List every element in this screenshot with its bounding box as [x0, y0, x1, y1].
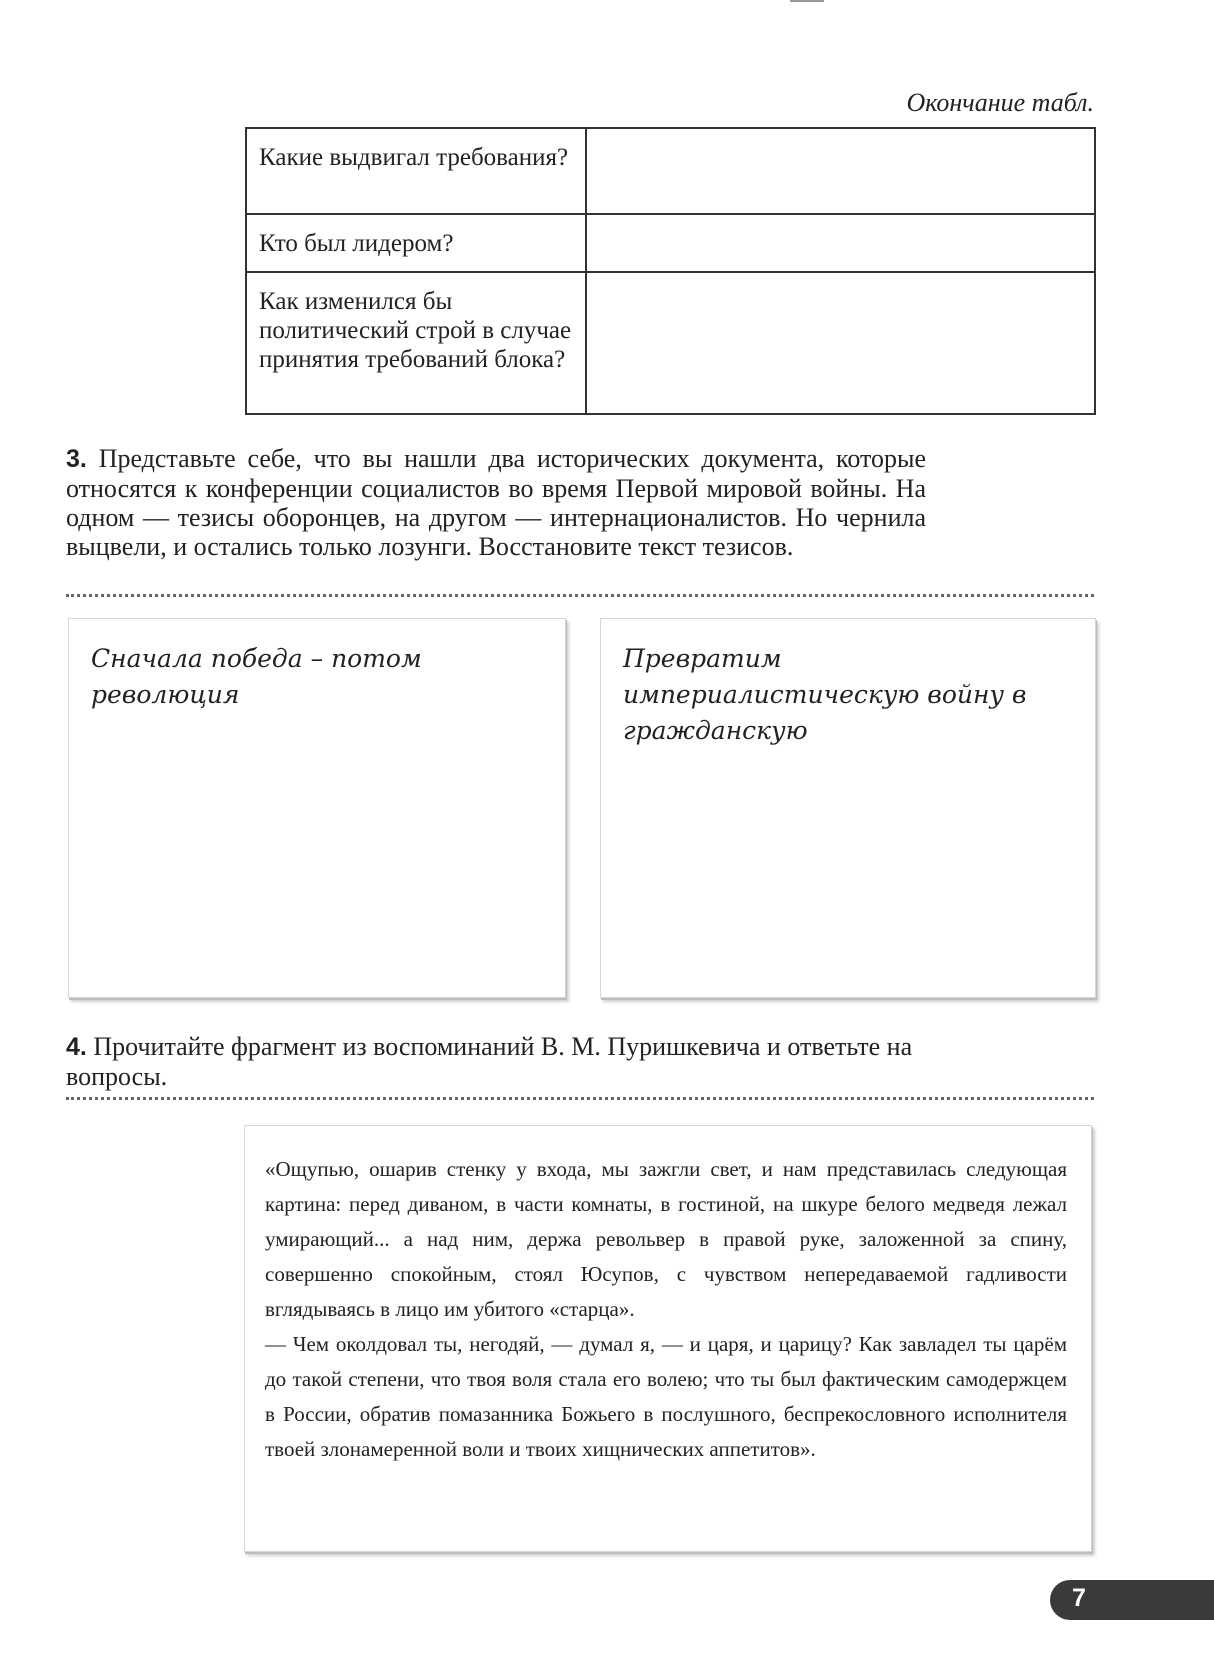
dotted-divider [66, 594, 1094, 597]
quote-box [244, 1125, 1092, 1552]
page-number: 7 [1072, 1584, 1086, 1612]
table-question: Как изменился бы политический строй в случае принятия требований блока? [246, 272, 586, 414]
table-row [246, 272, 1095, 414]
table-answer-cell[interactable] [586, 214, 1095, 272]
slogan-card-defencists[interactable] [68, 618, 566, 998]
quote-text [265, 1152, 1067, 1467]
slogan-card-internationalists[interactable] [600, 618, 1096, 998]
quote-paragraph: «Ощупью, ошарив стенку у входа, мы зажгли свет, и нам представилась следующая картина: перед диваном, в части комнаты, в гостиной, на шкуре белого медведя лежал умирающий... а над ним, держа револьвер в правой руке, заложенной за спину, совершенно спокойным, стоял Юсупов, с чувством непередаваемой гадливости вглядываясь в лицо им убитого «старца». [265, 1157, 1067, 1321]
task-3 [66, 444, 926, 561]
page-number-tab [1050, 1580, 1214, 1620]
task-text: Представьте себе, что вы нашли два исторических документа, которые относятся к конференции социалистов во время Первой мировой войны. На одном — тезисы оборонцев, на другом — интернационалистов. Но чернила выцвели, и остались только лозунги. Восстановите текст тезисов. [66, 444, 927, 561]
slogan-text: Превратим империалистическую войну в гражданскую [623, 644, 1027, 745]
table-answer-cell[interactable] [586, 272, 1095, 414]
questions-table [245, 127, 1096, 415]
table-caption: Окончание табл. [906, 88, 1094, 117]
table-question: Кто был лидером? [246, 214, 586, 272]
table-row [246, 214, 1095, 272]
dotted-divider [66, 1097, 1094, 1100]
table-row [246, 128, 1095, 214]
task-4 [66, 1032, 926, 1091]
table-answer-cell[interactable] [586, 128, 1095, 214]
quote-paragraph: — Чем околдовал ты, негодяй, — думал я, — и царя, и царицу? Как завладел ты царём до такой степени, что твоя воля стала его волею; что ты был фактическим самодержцем в России, обратив помазанника Божьего в послушного, беспрекословного исполнителя твоей злонамеренной воли и твоих хищнических аппетитов». [265, 1332, 1067, 1461]
task-text: Прочитайте фрагмент из воспоминаний В. М. Пуришкевича и ответьте на вопросы. [66, 1032, 913, 1091]
slogan-text: Сначала победа – потом революция [91, 644, 422, 709]
table-question: Какие выдвигал требования? [246, 128, 586, 214]
task-number: 3. [66, 445, 87, 473]
top-edge-mark [790, 0, 824, 2]
task-number: 4. [66, 1033, 87, 1061]
